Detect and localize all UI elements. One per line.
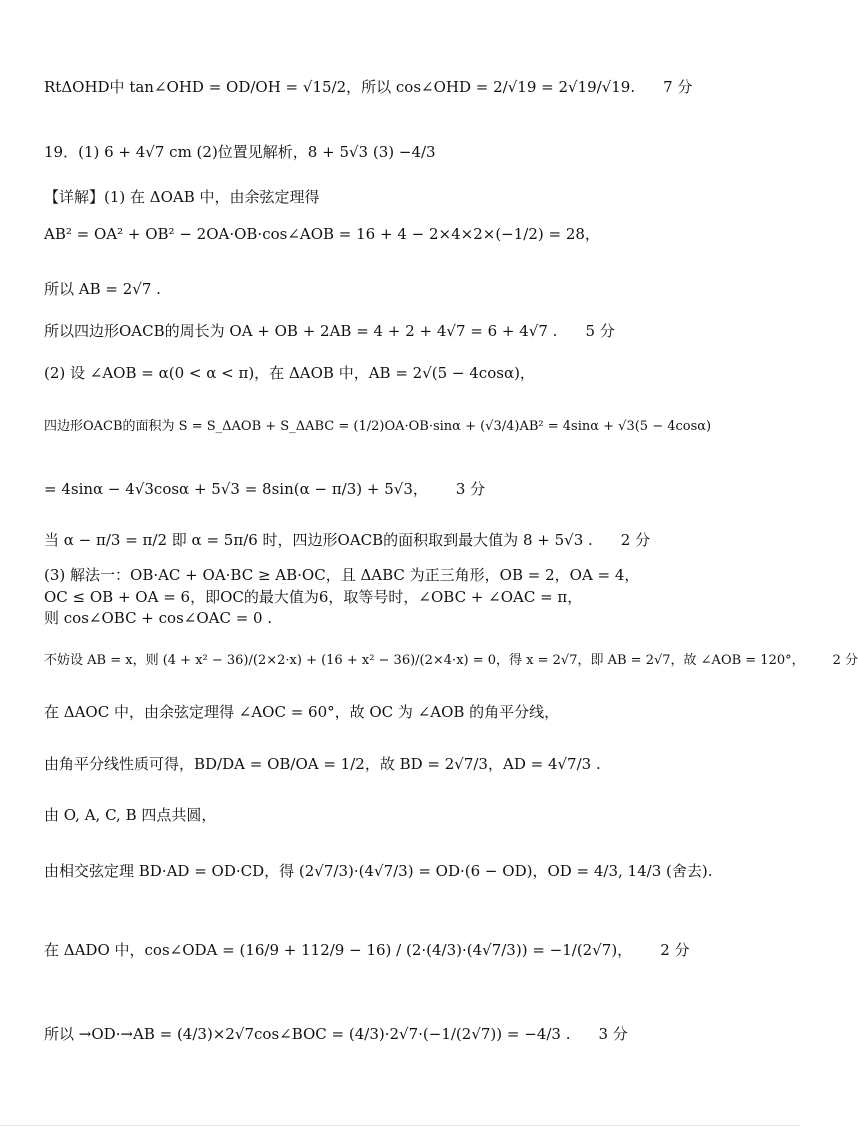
line-text: (3) 解法一：OB·AC + OA·BC ≥ AB·OC，且 ΔABC 为正三角形，OB = 2，OA = 4， (44, 566, 640, 584)
score-label: 5 分 (585, 322, 615, 340)
solution-line (44, 652, 858, 670)
solution-line (44, 703, 587, 721)
line-text: 19．(1) 6 + 4√7 cm (2)位置见解析，8 + 5√3 (3) −4/3 (44, 143, 436, 161)
solution-line (44, 1025, 628, 1043)
solution-line (44, 588, 610, 606)
score-label: 3 分 (598, 1025, 628, 1043)
solution-line (44, 280, 189, 298)
solution-line (44, 225, 628, 243)
line-text: 在 ΔAOC 中，由余弦定理得 ∠AOC = 60°，故 OC 为 ∠AOB 的角平分线， (44, 703, 560, 721)
line-text: 所以 →OD·→AB = (4/3)×2√7cos∠BOC = (4/3)·2√7·(−1/(2√7)) = −4/3 . (44, 1025, 571, 1043)
score-label: 3 分 (455, 480, 486, 498)
solution-line (44, 480, 485, 498)
score-label: 2 分 (620, 531, 651, 549)
line-text: 由相交弦定理 BD·AD = OD·CD，得 (2√7/3)·(4√7/3) = OD·(6 − OD)，OD = 4/3, 14/3 (舍去). (44, 862, 713, 880)
line-text: OC ≤ OB + OA = 6，即OC的最大值为6，取等号时，∠OBC + ∠OAC = π， (44, 588, 583, 606)
line-text: 则 cos∠OBC + cos∠OAC = 0 . (44, 609, 273, 627)
line-text: 在 ΔADO 中，cos∠ODA = (16/9 + 112/9 − 16) / (2·(4/3)·(4√7/3)) = −1/(2√7)， (44, 941, 633, 959)
line-text: (2) 设 ∠AOB = α(0 < α < π)，在 ΔAOB 中，AB = 2√(5 − 4cosα)， (44, 364, 535, 382)
solution-line (44, 531, 650, 549)
solution-line (44, 566, 667, 584)
bottom-divider (0, 1125, 800, 1126)
solution-line (44, 364, 563, 382)
answer-summary-line (44, 143, 464, 161)
line-text: RtΔOHD中 tan∠OHD = OD/OH = √15/2，所以 cos∠OHD = 2/√19 = 2√19/√19. (44, 78, 636, 96)
line-text: 【详解】(1) 在 ΔOAB 中，由余弦定理得 (44, 188, 320, 206)
solution-line (44, 862, 740, 880)
solution-line (44, 755, 629, 773)
solution-line (44, 941, 690, 959)
line-text: 由 O, A, C, B 四点共圆， (44, 806, 217, 824)
solution-line (44, 806, 244, 824)
line-text: 当 α − π/3 = π/2 即 α = 5π/6 时，四边形OACB的面积取到最大值为 8 + 5√3 . (44, 531, 593, 549)
score-label: 7 分 (663, 78, 693, 96)
solution-line (44, 322, 615, 340)
line-text: 四边形OACB的面积为 S = S_ΔAOB + S_ΔABC = (1/2)OA·OB·sinα + (√3/4)AB² = 4sinα + √3(5 − 4cosα) (44, 419, 712, 434)
line-text: 所以四边形OACB的周长为 OA + OB + 2AB = 4 + 2 + 4√7 = 6 + 4√7 . (44, 322, 558, 340)
line-text: 所以 AB = 2√7 . (44, 280, 161, 298)
line-text: 不妨设 AB = x，则 (4 + x² − 36)/(2×2·x) + (16 + x² − 36)/(2×4·x) = 0，得 x = 2√7，即 AB = 2√7，故 ∠AOB = 120°， (44, 653, 805, 668)
line-text: 由角平分线性质可得，BD/DA = OB/OA = 1/2，故 BD = 2√7/3，AD = 4√7/3 . (44, 755, 601, 773)
score-label: 2 分 (660, 941, 690, 959)
line-text: AB² = OA² + OB² − 2OA·OB·cos∠AOB = 16 + 4 − 2×4×2×(−1/2) = 28， (44, 225, 600, 243)
solution-line (44, 418, 739, 436)
line-text: = 4sinα − 4√3cosα + 5√3 = 8sin(α − π/3) + 5√3， (44, 480, 428, 498)
detail-heading-line (44, 188, 348, 206)
solution-line (44, 609, 300, 627)
score-label: 2 分 (832, 653, 858, 668)
solution-line (44, 78, 692, 96)
